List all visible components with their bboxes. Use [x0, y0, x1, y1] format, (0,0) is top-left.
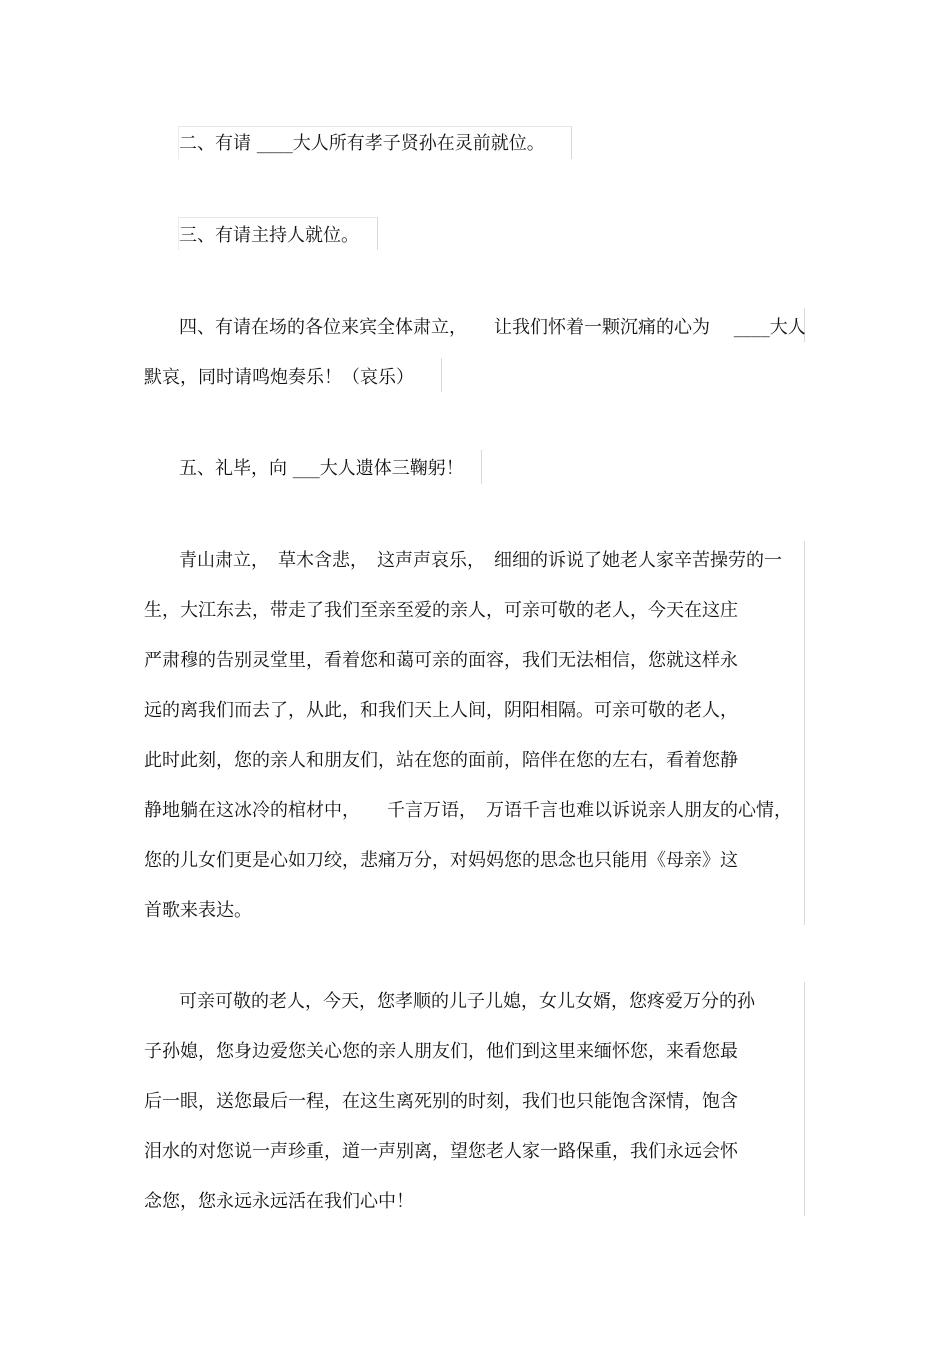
paragraph-1-line: 此时此刻，您的亲人和朋友们，站在您的面前，陪伴在您的左右，看着您静	[144, 750, 738, 771]
paragraph-2-line: 念您，您永远永远活在我们心中！	[144, 1191, 414, 1212]
paragraph-2-line: 后一眼，送您最后一程，在这生离死别的时刻，我们也只能饱含深情，饱含	[144, 1091, 738, 1112]
paragraph-2-line: 子孙媳，您身边爱您关心您的亲人朋友们，他们到这里来缅怀您，来看您最	[144, 1041, 738, 1062]
paragraph-1-line: 首歌来表达。	[144, 900, 252, 921]
paragraph-2-line: 可亲可敬的老人，今天，您孝顺的儿子儿媳，女儿女婿，您疼爱万分的孙	[179, 991, 755, 1012]
item-4-line-1: 四、有请在场的各位来宾全体肃立， 让我们怀着一颗沉痛的心为 ____大人	[179, 317, 806, 338]
item-3-line-1: 三、有请主持人就位。	[179, 225, 359, 246]
paragraph-1-line: 青山肃立， 草木含悲， 这声声哀乐， 细细的诉说了她老人家辛苦操劳的一	[179, 550, 782, 571]
paragraph-1-line: 静地躺在这冰冷的棺材中， 千言万语， 万语千言也难以诉说亲人朋友的心情，	[144, 800, 792, 821]
paragraph-2-line: 泪水的对您说一声珍重，道一声别离，望您老人家一路保重，我们永远会怀	[144, 1141, 738, 1162]
paragraph-1-line: 远的离我们而去了，从此，和我们天上人间，阴阳相隔。可亲可敬的老人，	[144, 700, 738, 721]
item-4-line-2: 默哀，同时请鸣炮奏乐！（哀乐）	[144, 367, 414, 388]
paragraph-1-line: 生，大江东去，带走了我们至亲至爱的亲人，可亲可敬的老人，今天在这庄	[144, 600, 738, 621]
paragraph-1-line: 您的儿女们更是心如刀绞，悲痛万分，对妈妈您的思念也只能用《母亲》这	[144, 850, 738, 871]
item-2-line-1: 二、有请 ____大人所有孝子贤孙在灵前就位。	[179, 133, 545, 154]
item-5-line-1: 五、礼毕，向 ___大人遗体三鞠躬！	[179, 458, 464, 479]
paragraph-1-line: 严肃穆的告别灵堂里，看着您和蔼可亲的面容，我们无法相信，您就这样永	[144, 650, 738, 671]
